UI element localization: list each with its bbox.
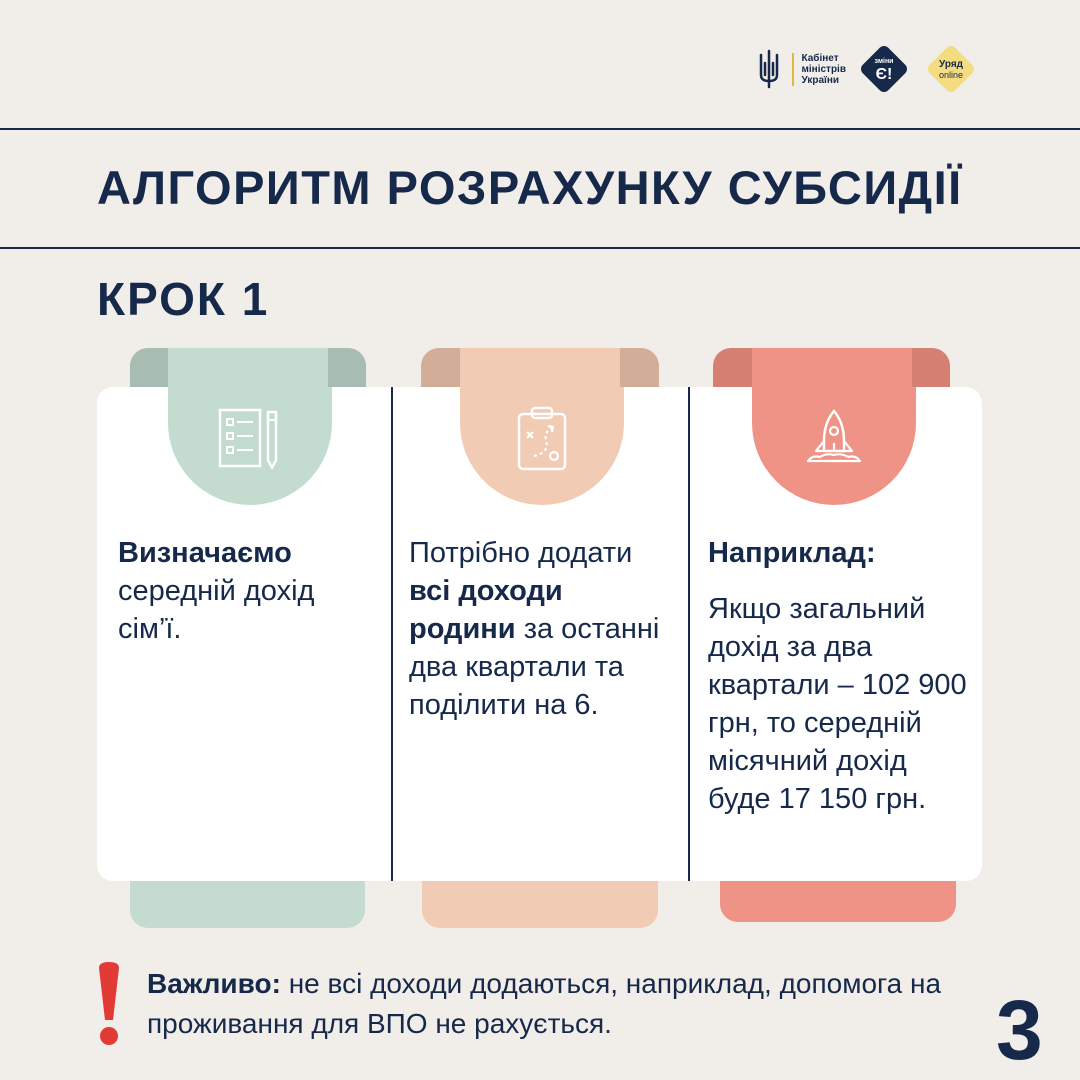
column-3-body: Якщо загальний дохід за два квартали – 102 900 грн, то середній місячний дохід буде 17 150 грн. [708, 593, 967, 815]
page-number: 3 [996, 983, 1043, 1077]
column-3-heading: Наприклад: [708, 537, 876, 569]
column-1-text [118, 534, 378, 648]
top-rule [0, 128, 1080, 130]
column-divider-1 [391, 387, 393, 881]
svg-text:Уряд: Уряд [939, 59, 963, 70]
cabinet-logo-text: Кабінет міністрів України [792, 53, 847, 86]
zminy-logo-icon [856, 41, 912, 97]
trident-icon [756, 49, 782, 89]
column-divider-2 [688, 387, 690, 881]
bottom-rule [0, 247, 1080, 249]
column-2-text [409, 534, 671, 724]
note-text: не всі доходи додаються, наприклад, допомога на проживання для ВПО не рахується. [147, 968, 942, 1039]
note-bold: Важливо: [147, 968, 281, 999]
step-heading: КРОК 1 [97, 273, 270, 325]
column-1-body: середній дохід сім’ї. [118, 575, 315, 645]
strategy-clipboard-icon [516, 406, 568, 472]
uryad-online-logo-icon [922, 40, 980, 98]
exclamation-icon [97, 962, 121, 1046]
column-2-bold: всі доходи родини [409, 575, 563, 645]
header-logos [756, 40, 981, 98]
column-2-lead: Потрібно додати [409, 537, 633, 569]
svg-text:зміни: зміни [874, 58, 894, 65]
column-1-bold: Визначаємо [118, 537, 292, 569]
rocket-icon [802, 407, 866, 471]
column-2-body: за останні два квартали та поділити на 6. [409, 613, 660, 721]
column-3-text [708, 534, 970, 818]
svg-text:online: online [938, 70, 964, 80]
important-note [147, 964, 947, 1044]
checklist-pencil-icon [218, 406, 282, 472]
svg-text:Є!: Є! [875, 66, 893, 83]
page-title: АЛГОРИТМ РОЗРАХУНКУ СУБСИДІЇ [97, 161, 963, 214]
